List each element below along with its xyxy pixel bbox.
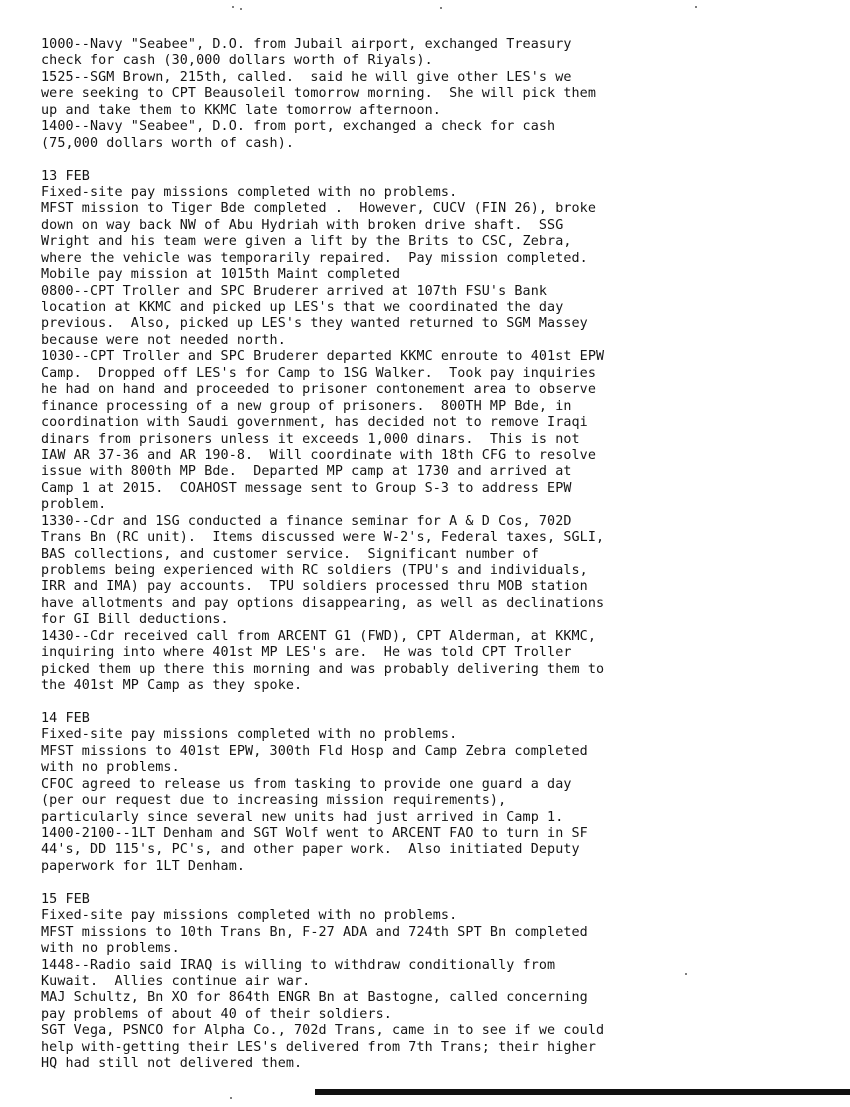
text-line: problems being experienced with RC soldiers (TPU's and individuals, bbox=[41, 563, 588, 578]
text-line: the 401st MP Camp as they spoke. bbox=[41, 678, 303, 694]
text-line: up and take them to KKMC late tomorrow afternoon. bbox=[41, 102, 441, 118]
text-line: 44's, DD 115's, PC's, and other paper work. Also initiated Deputy bbox=[41, 842, 580, 858]
scan-speck bbox=[230, 1097, 232, 1099]
scan-speck bbox=[695, 6, 697, 8]
text-line: Camp. Dropped off LES's for Camp to 1SG Walker. Took pay inquiries bbox=[41, 365, 597, 381]
text-line: 0800--CPT Troller and SPC Bruderer arrived at 107th FSU's Bank bbox=[41, 283, 548, 299]
text-line: paperwork for 1LT Denham. bbox=[41, 858, 246, 874]
text-line: down on way back NW of Abu Hydriah with broken drive shaft. SSG bbox=[41, 217, 564, 233]
text-line: picked them up there this morning and was probably delivering them to bbox=[41, 661, 605, 677]
date-header: 15 FEB bbox=[41, 891, 90, 907]
document-body bbox=[41, 37, 841, 1073]
text-line: 1400-2100--1LT Denham and SGT Wolf went to ARCENT FAO to turn in SF bbox=[41, 826, 588, 841]
text-line: 1030--CPT Troller and SPC Bruderer departed KKMC enroute to 401st EPW bbox=[41, 349, 605, 365]
text-line: he had on hand and proceeded to prisoner contonement area to observe bbox=[41, 382, 597, 398]
text-line: HQ had still not delivered them. bbox=[41, 1056, 303, 1072]
text-line: Fixed-site pay missions completed with no problems. bbox=[41, 908, 458, 924]
scan-speck bbox=[232, 6, 234, 8]
text-line: 1000--Navy "Seabee", D.O. from Jubail airport, exchanged Treasury bbox=[41, 37, 572, 52]
text-line: BAS collections, and customer service. Significant number of bbox=[41, 546, 539, 562]
scan-speck bbox=[685, 973, 687, 975]
text-line: Kuwait. Allies continue air war. bbox=[41, 973, 311, 989]
text-line: 1525--SGM Brown, 215th, called. said he will give other LES's we bbox=[41, 69, 572, 85]
text-line: Camp 1 at 2015. COAHOST message sent to Group S-3 to address EPW bbox=[41, 480, 572, 496]
text-line: CFOC agreed to release us from tasking to provide one guard a day bbox=[41, 776, 572, 792]
text-line: IAW AR 37-36 and AR 190-8. Will coordinate with 18th CFG to resolve bbox=[41, 447, 597, 463]
text-line: dinars from prisoners unless it exceeds 1,000 dinars. This is not bbox=[41, 431, 580, 447]
text-line: issue with 800th MP Bde. Departed MP camp at 1730 and arrived at bbox=[41, 464, 572, 480]
text-line: Wright and his team were given a lift by the Brits to CSC, Zebra, bbox=[41, 234, 572, 250]
text-line: check for cash (30,000 dollars worth of Riyals). bbox=[41, 53, 433, 69]
text-line: where the vehicle was temporarily repaired. Pay mission completed. bbox=[41, 250, 588, 266]
text-line: Fixed-site pay missions completed with no problems. bbox=[41, 184, 458, 200]
text-line: MFST mission to Tiger Bde completed . However, CUCV (FIN 26), broke bbox=[41, 201, 597, 217]
text-line: Trans Bn (RC unit). Items discussed were W-2's, Federal taxes, SGLI, bbox=[41, 530, 605, 546]
text-line: previous. Also, picked up LES's they wanted returned to SGM Massey bbox=[41, 316, 588, 332]
text-line: 1448--Radio said IRAQ is willing to withdraw conditionally from bbox=[41, 957, 556, 973]
date-header: 14 FEB bbox=[41, 710, 90, 726]
text-line: particularly since several new units had just arrived in Camp 1. bbox=[41, 809, 564, 825]
text-line: Mobile pay mission at 1015th Maint completed bbox=[41, 267, 401, 283]
blank-line bbox=[41, 875, 841, 891]
text-line: for GI Bill deductions. bbox=[41, 612, 229, 628]
text-line: IRR and IMA) pay accounts. TPU soldiers processed thru MOB station bbox=[41, 579, 588, 595]
text-line: pay problems of about 40 of their soldiers. bbox=[41, 1006, 392, 1022]
text-line: location at KKMC and picked up LES's that we coordinated the day bbox=[41, 300, 564, 315]
text-line: MAJ Schultz, Bn XO for 864th ENGR Bn at Bastogne, called concerning bbox=[41, 990, 588, 1006]
text-line: (75,000 dollars worth of cash). bbox=[41, 135, 295, 151]
text-line: help with-getting their LES's delivered from 7th Trans; their higher bbox=[41, 1039, 597, 1055]
scan-speck bbox=[440, 7, 442, 9]
text-line: inquiring into where 401st MP LES's are. He was told CPT Troller bbox=[41, 645, 572, 661]
text-line: problem. bbox=[41, 497, 107, 513]
text-line: 1330--Cdr and 1SG conducted a finance seminar for A & D Cos, 702D bbox=[41, 513, 572, 529]
date-header: 13 FEB bbox=[41, 168, 90, 184]
scan-speck bbox=[240, 8, 242, 10]
text-line: MFST missions to 401st EPW, 300th Fld Hosp and Camp Zebra completed bbox=[41, 743, 588, 759]
text-line: Fixed-site pay missions completed with no problems. bbox=[41, 727, 458, 743]
blank-line bbox=[41, 695, 841, 711]
text-line: were seeking to CPT Beausoleil tomorrow morning. She will pick them bbox=[41, 86, 597, 102]
page-bottom-rule bbox=[315, 1089, 850, 1095]
text-line: finance processing of a new group of prisoners. 800TH MP Bde, in bbox=[41, 398, 572, 414]
text-line: coordination with Saudi government, has decided not to remove Iraqi bbox=[41, 415, 588, 431]
text-line: SGT Vega, PSNCO for Alpha Co., 702d Trans, came in to see if we could bbox=[41, 1023, 605, 1039]
blank-line bbox=[41, 152, 841, 168]
text-line: with no problems. bbox=[41, 760, 180, 776]
text-line: with no problems. bbox=[41, 941, 180, 957]
text-line: 1400--Navy "Seabee", D.O. from port, exchanged a check for cash bbox=[41, 119, 556, 135]
text-line: MFST missions to 10th Trans Bn, F-27 ADA and 724th SPT Bn completed bbox=[41, 924, 588, 940]
text-line: 1430--Cdr received call from ARCENT G1 (FWD), CPT Alderman, at KKMC, bbox=[41, 628, 597, 644]
text-line: (per our request due to increasing mission requirements), bbox=[41, 793, 507, 809]
text-line: have allotments and pay options disappearing, as well as declinations bbox=[41, 595, 605, 611]
text-line: because were not needed north. bbox=[41, 332, 286, 348]
